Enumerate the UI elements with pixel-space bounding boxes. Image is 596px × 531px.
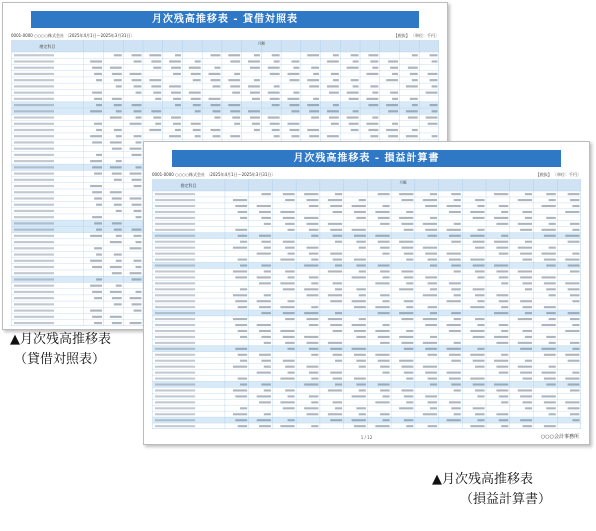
- unit-label: 【税抜】 〔単位：千円〕: [393, 33, 439, 38]
- table-header: [11, 40, 439, 52]
- table-row: [152, 310, 581, 316]
- income-statement-title: 月次残高推移表 ‐ 損益計算書: [172, 150, 561, 167]
- income-statement-page: [143, 141, 590, 445]
- group-header: 月額: [399, 180, 407, 185]
- caption-subtitle: （損益計算書）: [460, 492, 552, 507]
- section-header: 勘定科目: [39, 44, 56, 49]
- income-statement-caption: [432, 470, 551, 510]
- balance-sheet-title: 月次残高推移表 ‐ 貸借対照表: [31, 11, 419, 28]
- income-statement-table: [152, 179, 581, 429]
- table-row: [152, 262, 581, 268]
- unit-label: 【税抜】 〔単位：千円〕: [535, 172, 581, 177]
- balance-sheet-meta: [11, 33, 439, 39]
- company-name: 0001-0000 ○○○○株式会社 〔2025年4月1日〜2025年3月31日〕: [152, 172, 276, 177]
- section-header: 勘定科目: [180, 183, 197, 188]
- caption-subtitle: （貸借対照表）: [14, 352, 106, 367]
- table-row: [152, 417, 581, 423]
- caption-title: ▲月次残高推移表: [10, 332, 111, 347]
- table-header: [152, 179, 581, 191]
- table-row: [152, 381, 581, 387]
- table-row: [11, 108, 439, 114]
- income-statement-meta: [152, 172, 581, 178]
- caption-title: ▲月次残高推移表: [432, 472, 533, 487]
- table-row: [152, 233, 581, 239]
- balance-sheet-caption: [10, 330, 111, 370]
- company-name: 0001-0000 ○○○○株式会社 〔2025年4月1日〜2025年3月31日〕: [11, 33, 135, 38]
- firm-name: ○○○会計事務所: [540, 434, 579, 440]
- group-header: 月額: [257, 41, 265, 46]
- page-number: 1 / 12: [360, 435, 373, 440]
- table-row: [152, 346, 581, 352]
